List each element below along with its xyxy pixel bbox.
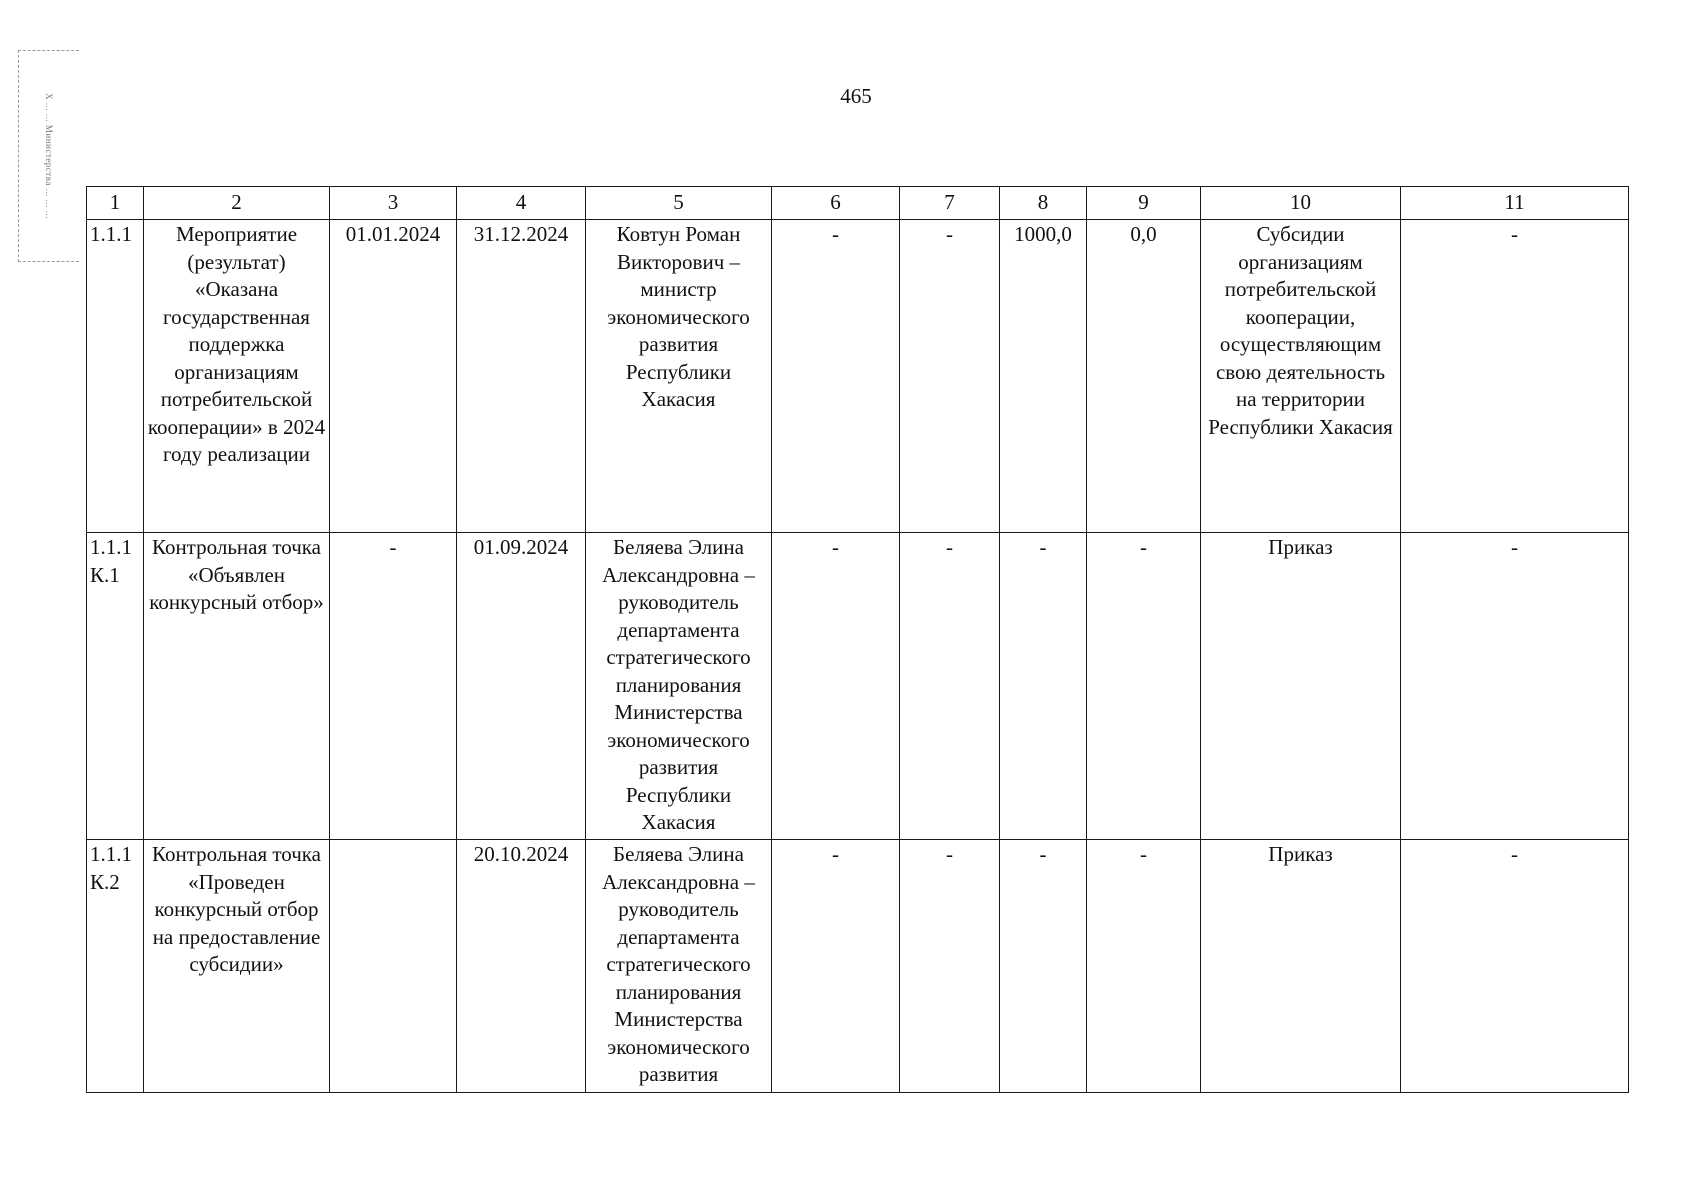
end-date-cell: 31.12.2024 — [457, 220, 586, 533]
start-date-cell: 01.01.2024 — [330, 220, 457, 533]
column-8-cell: 1000,0 — [1000, 220, 1087, 533]
column-7-cell: - — [900, 220, 1000, 533]
column-11-cell: - — [1401, 533, 1629, 840]
column-6-cell: - — [772, 840, 900, 1093]
event-name-cell: Мероприятие (результат) «Оказана государственная поддержка организациям потребительской кооперации» в 2024 году реализации — [144, 220, 330, 533]
start-date-cell — [330, 840, 457, 1093]
header-cell-11: 11 — [1401, 187, 1629, 220]
header-cell-7: 7 — [900, 187, 1000, 220]
plan-table — [86, 186, 1629, 1093]
column-10-cell: Субсидии организациям потребительской кооперации, осуществляющим свою деятельность на территории Республики Хакасия — [1201, 220, 1401, 533]
column-9-cell: - — [1087, 840, 1201, 1093]
table-row — [87, 533, 1629, 840]
header-cell-4: 4 — [457, 187, 586, 220]
start-date-cell: - — [330, 533, 457, 840]
row-number: 1.1.1 — [90, 222, 132, 246]
column-11-cell: - — [1401, 220, 1629, 533]
row-subnumber: К.1 — [90, 562, 120, 587]
header-cell-6: 6 — [772, 187, 900, 220]
column-9-cell: 0,0 — [1087, 220, 1201, 533]
header-cell-5: 5 — [586, 187, 772, 220]
table-row — [87, 220, 1629, 533]
row-number-cell — [87, 220, 144, 533]
column-9-cell: - — [1087, 533, 1201, 840]
column-7-cell: - — [900, 533, 1000, 840]
row-number: 1.1.1 — [90, 535, 132, 559]
event-name-cell: Контрольная точка «Проведен конкурсный отбор на предоставление субсидии» — [144, 840, 330, 1093]
row-number: 1.1.1 — [90, 842, 132, 866]
header-cell-3: 3 — [330, 187, 457, 220]
stamp-text: Х ... ... Министерства ... ... ... — [44, 93, 54, 219]
registration-stamp — [18, 50, 79, 262]
header-cell-8: 8 — [1000, 187, 1087, 220]
column-11-cell: - — [1401, 840, 1629, 1093]
row-subnumber: К.2 — [90, 869, 120, 894]
header-cell-10: 10 — [1201, 187, 1401, 220]
responsible-cell: Беляева Элина Александровна – руководитель департамента стратегического планирования Министерства экономического развития Республики Хакасия — [586, 533, 772, 840]
column-8-cell: - — [1000, 533, 1087, 840]
column-7-cell: - — [900, 840, 1000, 1093]
page-number: 465 — [840, 84, 872, 108]
row-number-cell — [87, 840, 144, 1093]
column-10-cell: Приказ — [1201, 840, 1401, 1093]
header-row — [87, 187, 1629, 220]
header-cell-2: 2 — [144, 187, 330, 220]
header-cell-1: 1 — [87, 187, 144, 220]
end-date-cell: 20.10.2024 — [457, 840, 586, 1093]
column-6-cell: - — [772, 533, 900, 840]
header-cell-9: 9 — [1087, 187, 1201, 220]
column-6-cell: - — [772, 220, 900, 533]
responsible-cell: Ковтун Роман Викторович – министр экономического развития Республики Хакасия — [586, 220, 772, 533]
end-date-cell: 01.09.2024 — [457, 533, 586, 840]
column-10-cell: Приказ — [1201, 533, 1401, 840]
row-number-cell — [87, 533, 144, 840]
table-row — [87, 840, 1629, 1093]
responsible-cell: Беляева Элина Александровна – руководитель департамента стратегического планирования Министерства экономического развития — [586, 840, 772, 1093]
event-name-cell: Контрольная точка «Объявлен конкурсный отбор» — [144, 533, 330, 840]
column-8-cell: - — [1000, 840, 1087, 1093]
